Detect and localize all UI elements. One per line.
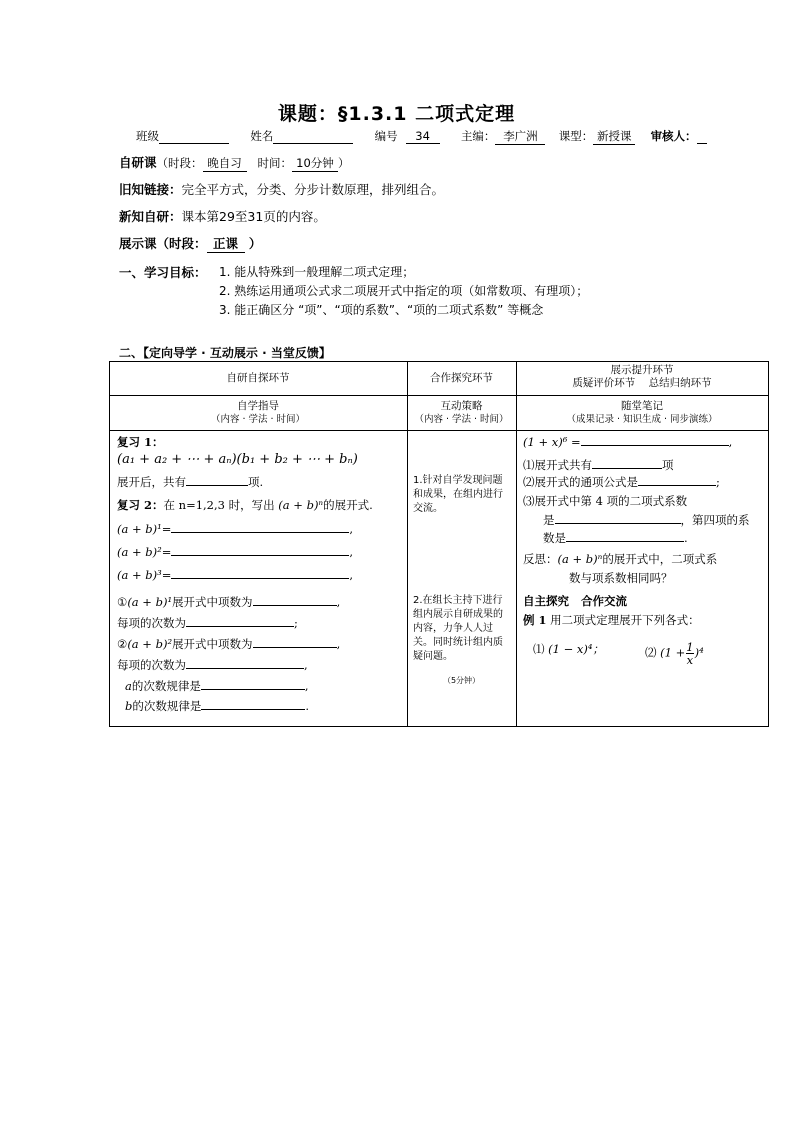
expansion-n2: (a + b)²= , <box>117 545 354 559</box>
term-count-line: ⑴展开式共有 项 <box>523 458 674 472</box>
self-study-label: 自研课 <box>119 155 157 170</box>
objective-2: 2. 熟练运用通项公式求二项展开式中指定的项（如常数项、有理项）； <box>219 284 589 298</box>
fourth-term-coef-line: 是 ，第四项的系 <box>543 513 750 527</box>
col2-subheader: 互动策略 （内容 · 学法 · 时间） <box>414 400 509 425</box>
number-label: 编号 <box>374 129 398 143</box>
show-class-value: 正课 <box>207 234 245 253</box>
old-knowledge-text: 完全平方式，分类、分步计数原理，排列组合。 <box>181 182 445 197</box>
strategy-1: 1.针对自学发现问题和成果，在组内进行交流。 <box>413 475 503 514</box>
b-rule-line: b的次数规律是 . <box>125 699 310 713</box>
self-study-line: 自研课（时段： 晚自习 时间： 10分钟 ） <box>119 155 350 170</box>
number-value: 34 <box>406 129 440 144</box>
a-rule-line: a的次数规律是 , <box>125 679 309 693</box>
example1-line: 例 1 用二项式定理展开下列各式： <box>523 613 700 627</box>
example1-item1: ⑴ (1 − x)⁴； <box>533 642 604 656</box>
editor-label: 主编： <box>460 129 496 143</box>
expansion-n1: (a + b)¹= , <box>117 522 354 536</box>
col1-subheader: 自学指导 （内容 · 学法 · 时间） <box>210 400 306 425</box>
new-knowledge-line <box>119 207 326 225</box>
q1-line: ①(a + b)¹展开式中项数为 , <box>117 595 341 609</box>
self-study-period: 晚自习 <box>203 155 247 172</box>
reviewer-label: 审核人： <box>650 129 697 143</box>
strategy-time: （5分钟） <box>442 676 481 685</box>
self-study-time: 10分钟 <box>292 155 338 172</box>
expansion-n3: (a + b)³= , <box>117 568 354 582</box>
name-label: 姓名 <box>250 129 274 143</box>
objective-3: 3. 能正确区分 “项”、“项的系数”、“项的二项式系数” 等概念 <box>219 303 544 317</box>
old-knowledge-label: 旧知链接： <box>119 182 182 197</box>
reviewer-blank <box>697 129 707 144</box>
expand-line: 展开后，共有 项. <box>117 475 264 489</box>
lesson-table <box>109 361 769 727</box>
fraction-one-over-x: $\frac{1}{x}$ <box>686 640 694 667</box>
show-class-line: 展示课（时段： 正课 ） <box>119 236 262 251</box>
q2-line: ②(a + b)²展开式中项数为 , <box>117 637 341 651</box>
fourth-term-value-line: 数是 . <box>543 531 688 545</box>
review2-line: 复习 2：在 n=1,2,3 时，写出 (a + b)ⁿ的展开式. <box>117 498 373 512</box>
fourth-term-line: ⑶展开式中第 4 项的二项式系数 <box>523 494 688 508</box>
new-knowledge-text: 课本第29至31页的内容。 <box>181 209 326 224</box>
col3-subheader: 随堂笔记 （成果记录 · 知识生成 · 同步演练） <box>566 400 718 425</box>
objective-1: 1. 能从特殊到一般理解二项式定理； <box>219 265 415 279</box>
section2-heading: 二、【定向导学 · 互动展示 · 当堂反馈】 <box>119 346 331 360</box>
binomial-six-line: (1 + x)⁶ = , <box>523 435 733 449</box>
type-label: 课型： <box>558 129 594 143</box>
new-knowledge-label: 新知自研： <box>119 209 182 224</box>
reflection-line-2: 数与项系数相同吗？ <box>569 571 673 585</box>
example1-item2: ⑵ (1 + $\frac{1}{x}$ )⁴ <box>645 640 704 667</box>
q2-degree-line: 每项的次数为 , <box>117 658 308 672</box>
page-title: 课题：§1.3.1 二项式定理 <box>277 103 516 125</box>
explore-heading: 自主探究 合作交流 <box>523 594 628 608</box>
objectives-label: 一、学习目标： <box>119 265 207 280</box>
old-knowledge-line <box>119 180 444 198</box>
review1-label: 复习 1： <box>117 435 164 449</box>
col1-header: 自研自探环节 <box>226 372 290 384</box>
general-term-line: ⑵展开式的通项公式是 ; <box>523 475 720 489</box>
type-value: 新授课 <box>593 128 635 145</box>
name-blank <box>273 129 353 144</box>
editor-value: 李广洲 <box>495 128 545 145</box>
product-expression: (a₁ + a₂ + ⋯ + aₙ)(b₁ + b₂ + ⋯ + bₙ) <box>117 452 358 467</box>
strategy-2: 2.在组长主持下进行组内展示自研成果的内容，力争人人过关。同时统计组内质疑问题。 <box>413 595 503 662</box>
col2-header: 合作探究环节 <box>430 372 493 384</box>
reflection-line: 反思：(a + b)ⁿ的展开式中，二项式系 <box>523 552 718 566</box>
meta-row <box>136 128 707 145</box>
class-blank <box>159 129 229 144</box>
class-label: 班级 <box>136 129 159 143</box>
q1-degree-line: 每项的次数为 ; <box>117 616 298 630</box>
col3-header: 展示提升环节 质疑评价环节 总结归纳环节 <box>572 364 712 389</box>
